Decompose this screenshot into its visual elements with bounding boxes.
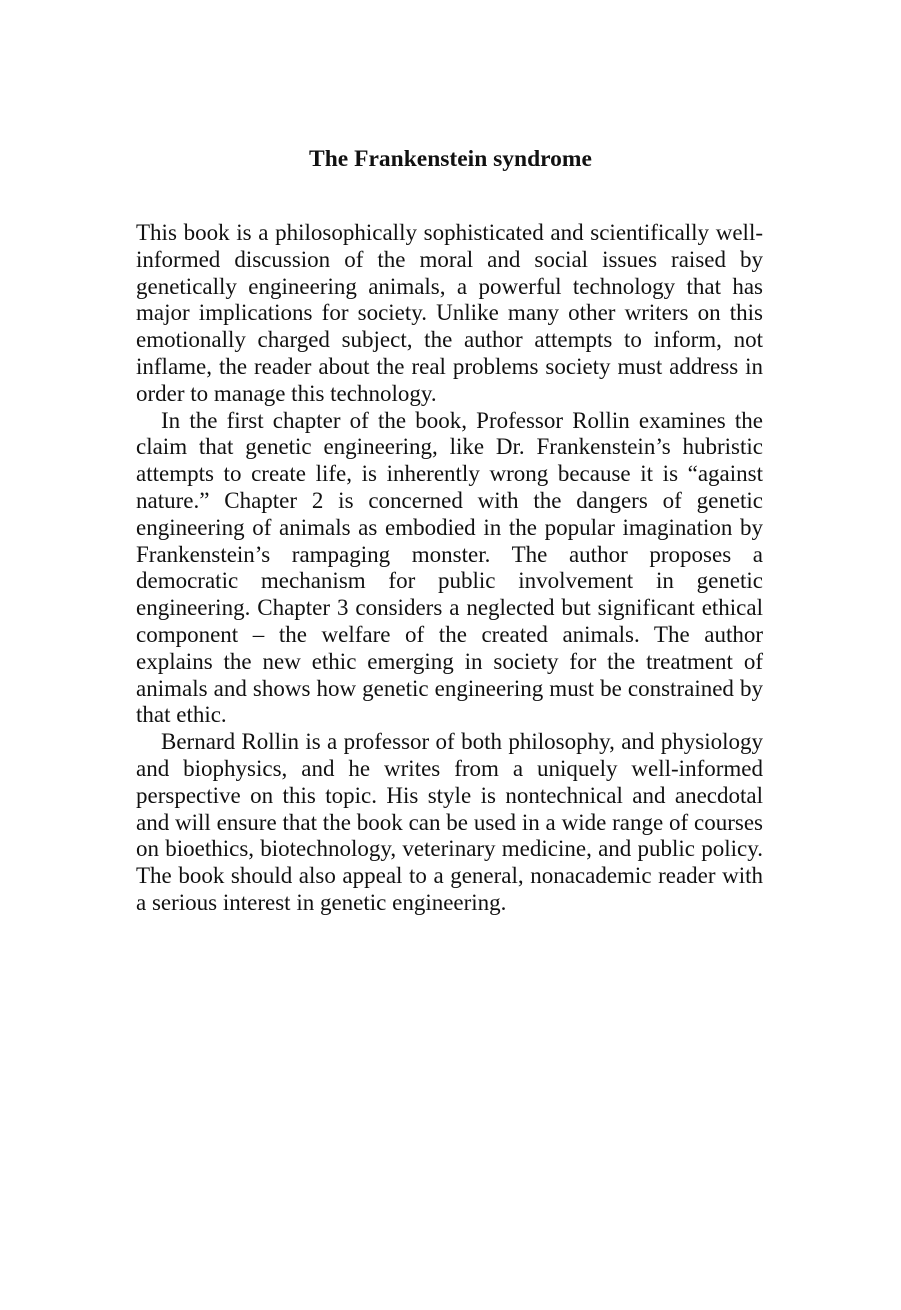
book-description (136, 220, 763, 917)
paragraph-author: Bernard Rollin is a professor of both philosophy, and physiology and biophysics, and he writes from a uniquely well-informed perspective on this topic. His style is nontechnical and anecdotal and will ensure that the book can be used in a wide range of courses on bioethics, biotechnology, veterinary medicine, and public policy. The book should also appeal to a general, nonacademic reader with a serious interest in genetic engineering. (136, 729, 763, 915)
page-title: The Frankenstein syndrome (309, 146, 592, 172)
paragraph-chapters: In the first chapter of the book, Professor Rollin examines the claim that genetic engineering, like Dr. Frankenstein’s hubristic attempts to create life, is inherently wrong because it is “against nature.” Chapter 2 is concerned with the dangers of genetic engineering of animals as embodied in the popular imagination by Frankenstein’s rampaging monster. The author proposes a democratic mechanism for public involvement in genetic engineering. Chapter 3 considers a neglected but significant ethical component – the welfare of the created animals. The author explains the new ethic emerging in society for the treatment of animals and shows how genetic engineering must be constrained by that ethic. (136, 407, 763, 728)
paragraph-intro: This book is a philosophically sophisticated and scientifically well-informed discussion of the moral and social issues raised by genetically engineering animals, a powerful technology that has major implications for society. Unlike many other writers on this emotionally charged subject, the author attempts to inform, not inflame, the reader about the real problems society must address in order to manage this technology. (136, 220, 763, 406)
